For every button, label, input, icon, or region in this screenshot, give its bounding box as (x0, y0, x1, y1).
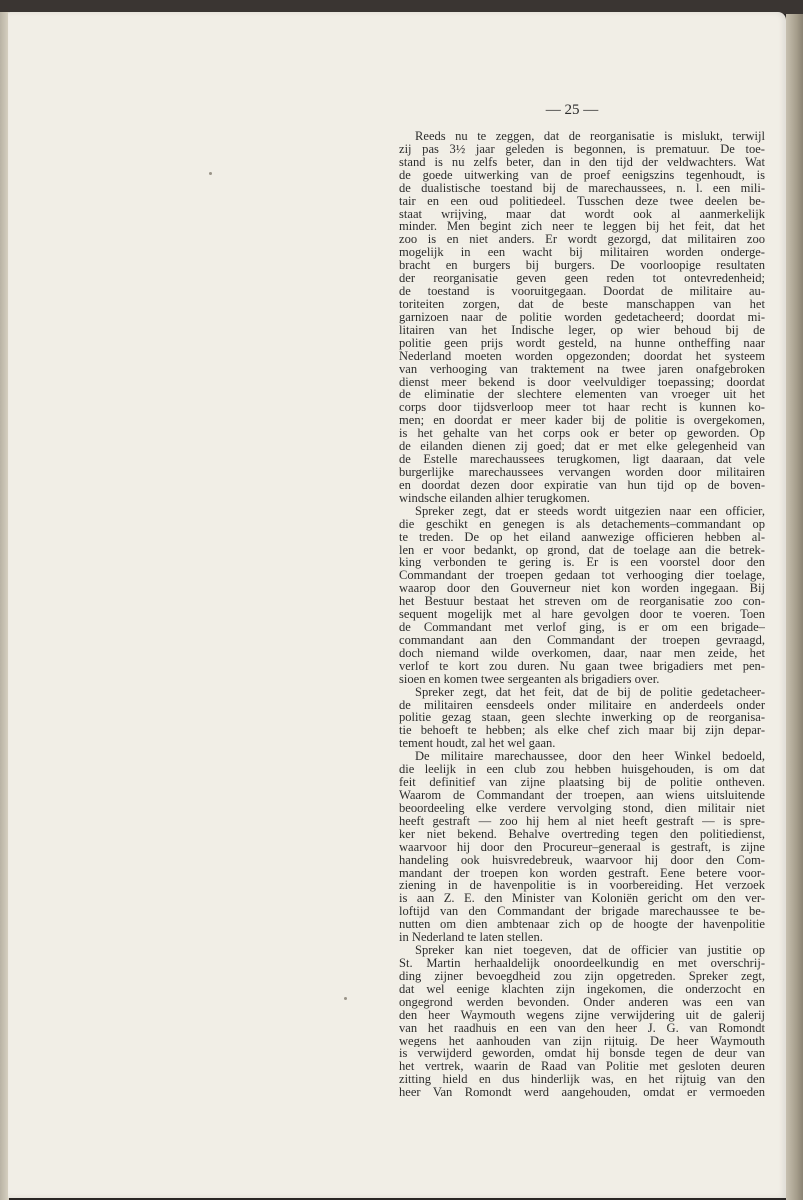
text-line: de Estelle marechaussees terugkomen, ligt daaraan, dat vele (399, 453, 765, 466)
paragraph (383, 944, 765, 1099)
text-line: De militaire marechaussee, door den heer Winkel bedoeld, (415, 750, 765, 764)
paragraph (383, 750, 765, 944)
text-line: verlof te kort zou duren. Nu gaan twee brigadiers met pen- (399, 659, 765, 673)
text-line: van verhooging van traktement na twee jaren onafgebroken (399, 362, 765, 376)
text-line: bracht en burgers bij burgers. De voorloopige resultaten (399, 259, 765, 273)
text-line: Waarom de Commandant der troepen, aan wiens uitsluitende (399, 789, 765, 802)
text-line: beoordeeling elke verdere vervolging stond, dien militair niet (399, 801, 765, 815)
body-text (383, 130, 765, 1099)
text-line: waarop door den Gouverneur niet kon worden ingegaan. Bij (399, 582, 765, 596)
text-line: zoo is en niet anders. Er wordt gezorgd, dat militairen zoo (399, 233, 765, 247)
text-line: garnizoen naar de politie worden gedetacheerd; doordat mi- (399, 310, 765, 324)
text-line: ziening in de havenpolitie is in voorbereiding. Het verzoek (399, 879, 765, 893)
text-line: de militairen eensdeels onder militaire en anderdeels onder (399, 698, 765, 712)
paragraph (383, 505, 765, 686)
text-line: is verwijderd geworden, omdat hij bonsde tegen de deur van (399, 1047, 765, 1061)
text-line: tement houdt, zal het wel gaan. (399, 737, 556, 751)
text-line: nutten om dien ambtenaar zich op de hoogte der havenpolitie (399, 918, 765, 932)
text-line: van het raadhuis en een van den heer J. G. van Romondt (399, 1021, 765, 1035)
text-line: heeft gestraft — zoo hij hem al niet heeft gestraft — is spre- (399, 814, 765, 828)
text-line: len er voor bedankt, op grond, dat de toelage aan die betrek- (399, 543, 765, 557)
text-line: den heer Waymouth wegens zijne verwijdering uit de galerij (399, 1008, 765, 1022)
text-line: commandant aan den Commandant der troepen gevraagd, (399, 633, 765, 647)
page-edge-shadow (786, 14, 803, 1200)
text-line: de Commandant met verlof ging, is er om een brigade– (399, 621, 765, 634)
text-line: in Nederland te laten stellen. (399, 931, 543, 945)
text-line: politie geen prijs wordt gesteld, na hunne ontheffing naar (399, 336, 765, 350)
text-line: en doordat dezen door expiratie van hun tijd op de boven- (399, 478, 765, 492)
text-line: het Bestuur bestaat het streven om de reorganisatie zoo con- (399, 595, 765, 609)
text-line: die geschikt en genegen is als detachements–commandant op (399, 517, 765, 531)
text-line: staat wrijving, maar dat wordt ook al aanmerkelijk (399, 207, 765, 221)
text-line: de eliminatie der slechtere elementen van vroeger uit het (399, 388, 765, 402)
page-number (0, 102, 803, 119)
text-line: de toestand is vooruitgegaan. Doordat de militaire au- (399, 285, 765, 298)
text-line: Reeds nu te zeggen, dat de reorganisatie is mislukt, terwijl (415, 130, 765, 143)
text-line: ding zijner bevoegdheid zou zijn opgetreden. Spreker zegt, (399, 969, 765, 983)
text-line: het vertrek, waarin de Raad van Politie met gesloten deuren (399, 1060, 765, 1074)
text-line: windsche eilanden alhier terugkomen. (399, 491, 590, 505)
paper-speck (209, 172, 212, 175)
text-line: mandant der troepen kon worden gestraft. Eene betere voor- (399, 866, 765, 880)
text-line: sequent mogelijk met al hare gevolgen door te voeren. Toen (399, 608, 765, 622)
text-line: feit definitief van zijne plaatsing bij de politie ontheven. (399, 776, 765, 790)
text-line: Nederland moeten worden opgezonden; doordat het systeem (399, 349, 765, 363)
text-line: stand is nu zelfs beter, dan in den tijd der veldwachters. Wat (399, 155, 765, 169)
text-line: dat wel eenige klachten zijn ingekomen, die onderzocht en (399, 982, 765, 996)
text-line: zitting hield en dus hinderlijk was, en het rijtuig van den (399, 1073, 765, 1087)
text-line: burgerlijke marechaussees vervangen worden door militairen (399, 465, 765, 479)
text-line: de goede uitwerking van de proef eenigszins tegenhoudt, is (399, 168, 765, 182)
text-line: sioen en komen twee sergeanten als brigadiers over. (399, 672, 660, 686)
text-line: zij pas 3½ jaar geleden is begonnen, is prematuur. De toe- (399, 142, 765, 156)
text-line: Spreker zegt, dat het feit, dat de bij de politie gedetacheer- (415, 685, 765, 699)
text-line: loftijd van den Commandant der brigade marechaussee te be- (399, 905, 765, 919)
text-line: ker niet bekend. Behalve overtreding tegen den politiedienst, (399, 827, 765, 841)
text-line: litairen van het Indische leger, op wier behoud bij de (399, 323, 765, 337)
text-line: toriteiten zorgen, dat de beste manschappen van het (399, 297, 765, 311)
text-line: corps door tijdsverloop meer tot haar recht is kunnen ko- (399, 401, 765, 415)
text-line: is het gehalte van het corps ook er beter op geworden. Op (399, 427, 765, 441)
text-line: wegens het aanhouden van zijn rijtuig. De heer Waymouth (399, 1034, 765, 1048)
text-line: is aan Z. E. den Minister van Koloniën gericht om den ver- (399, 892, 765, 906)
page-number-text: — 25 — (545, 102, 599, 118)
text-line: king verbonden te gering is. Er is een voorstel door den (399, 556, 765, 570)
text-line: St. Martin herhaaldelijk onoordeelkundig en met overschrij- (399, 957, 765, 970)
text-line: handeling ook huisvredebreuk, waarvoor hij door den Com- (399, 853, 765, 867)
text-line: Spreker kan niet toegeven, dat de officier van justitie op (415, 944, 765, 957)
text-line: de dualistische toestand bij de marechaussees, n. l. een mili- (399, 181, 765, 195)
text-line: doch niemand wilde overkomen, daar, naar men zeide, het (399, 646, 765, 660)
text-line: ongegrond werden bevonden. Onder anderen was een van (399, 995, 765, 1009)
text-line: politie gezag staan, geen slechte inwerking op de reorganisa- (399, 711, 765, 725)
text-line: tair en een oud politiedeel. Tusschen deze twee deelen be- (399, 194, 765, 208)
text-line: die leelijk in een club zou hebben huisgehouden, is om dat (399, 763, 765, 777)
text-line: dienst meer bekend is door veelvuldiger toepassing; doordat (399, 375, 765, 389)
text-line: Spreker zegt, dat er steeds wordt uitgezien naar een officier, (415, 504, 765, 518)
text-line: waarvoor hij door den Procureur–generaal is gestraft, is zijne (399, 840, 765, 854)
text-line: heer Van Romondt werd aangehouden, omdat er vermoeden (399, 1086, 765, 1100)
text-line: minder. Men begint zich neer te leggen bij het feit, dat het (399, 220, 765, 234)
text-line: der reorganisatie geven geen reden tot ontevredenheid; (399, 272, 765, 286)
text-line: mogelijk in een wacht bij militairen worden onderge- (399, 246, 765, 260)
paragraph (383, 130, 765, 505)
text-line: te treden. De op het eiland aanwezige officieren hebben al- (399, 530, 765, 544)
text-line: de eilanden dienen zij goed; dat er met elke gelegenheid van (399, 440, 765, 454)
paper-speck (344, 997, 347, 1000)
text-line: tie behoeft te hebben; als elke chef zich maar bij zijn depar- (399, 724, 765, 738)
text-line: men; en doordat er meer kader bij de politie is overgekomen, (399, 414, 765, 428)
text-line: Commandant der troepen gedaan tot verhooging dier toelage, (399, 569, 765, 583)
paragraph (383, 686, 765, 751)
